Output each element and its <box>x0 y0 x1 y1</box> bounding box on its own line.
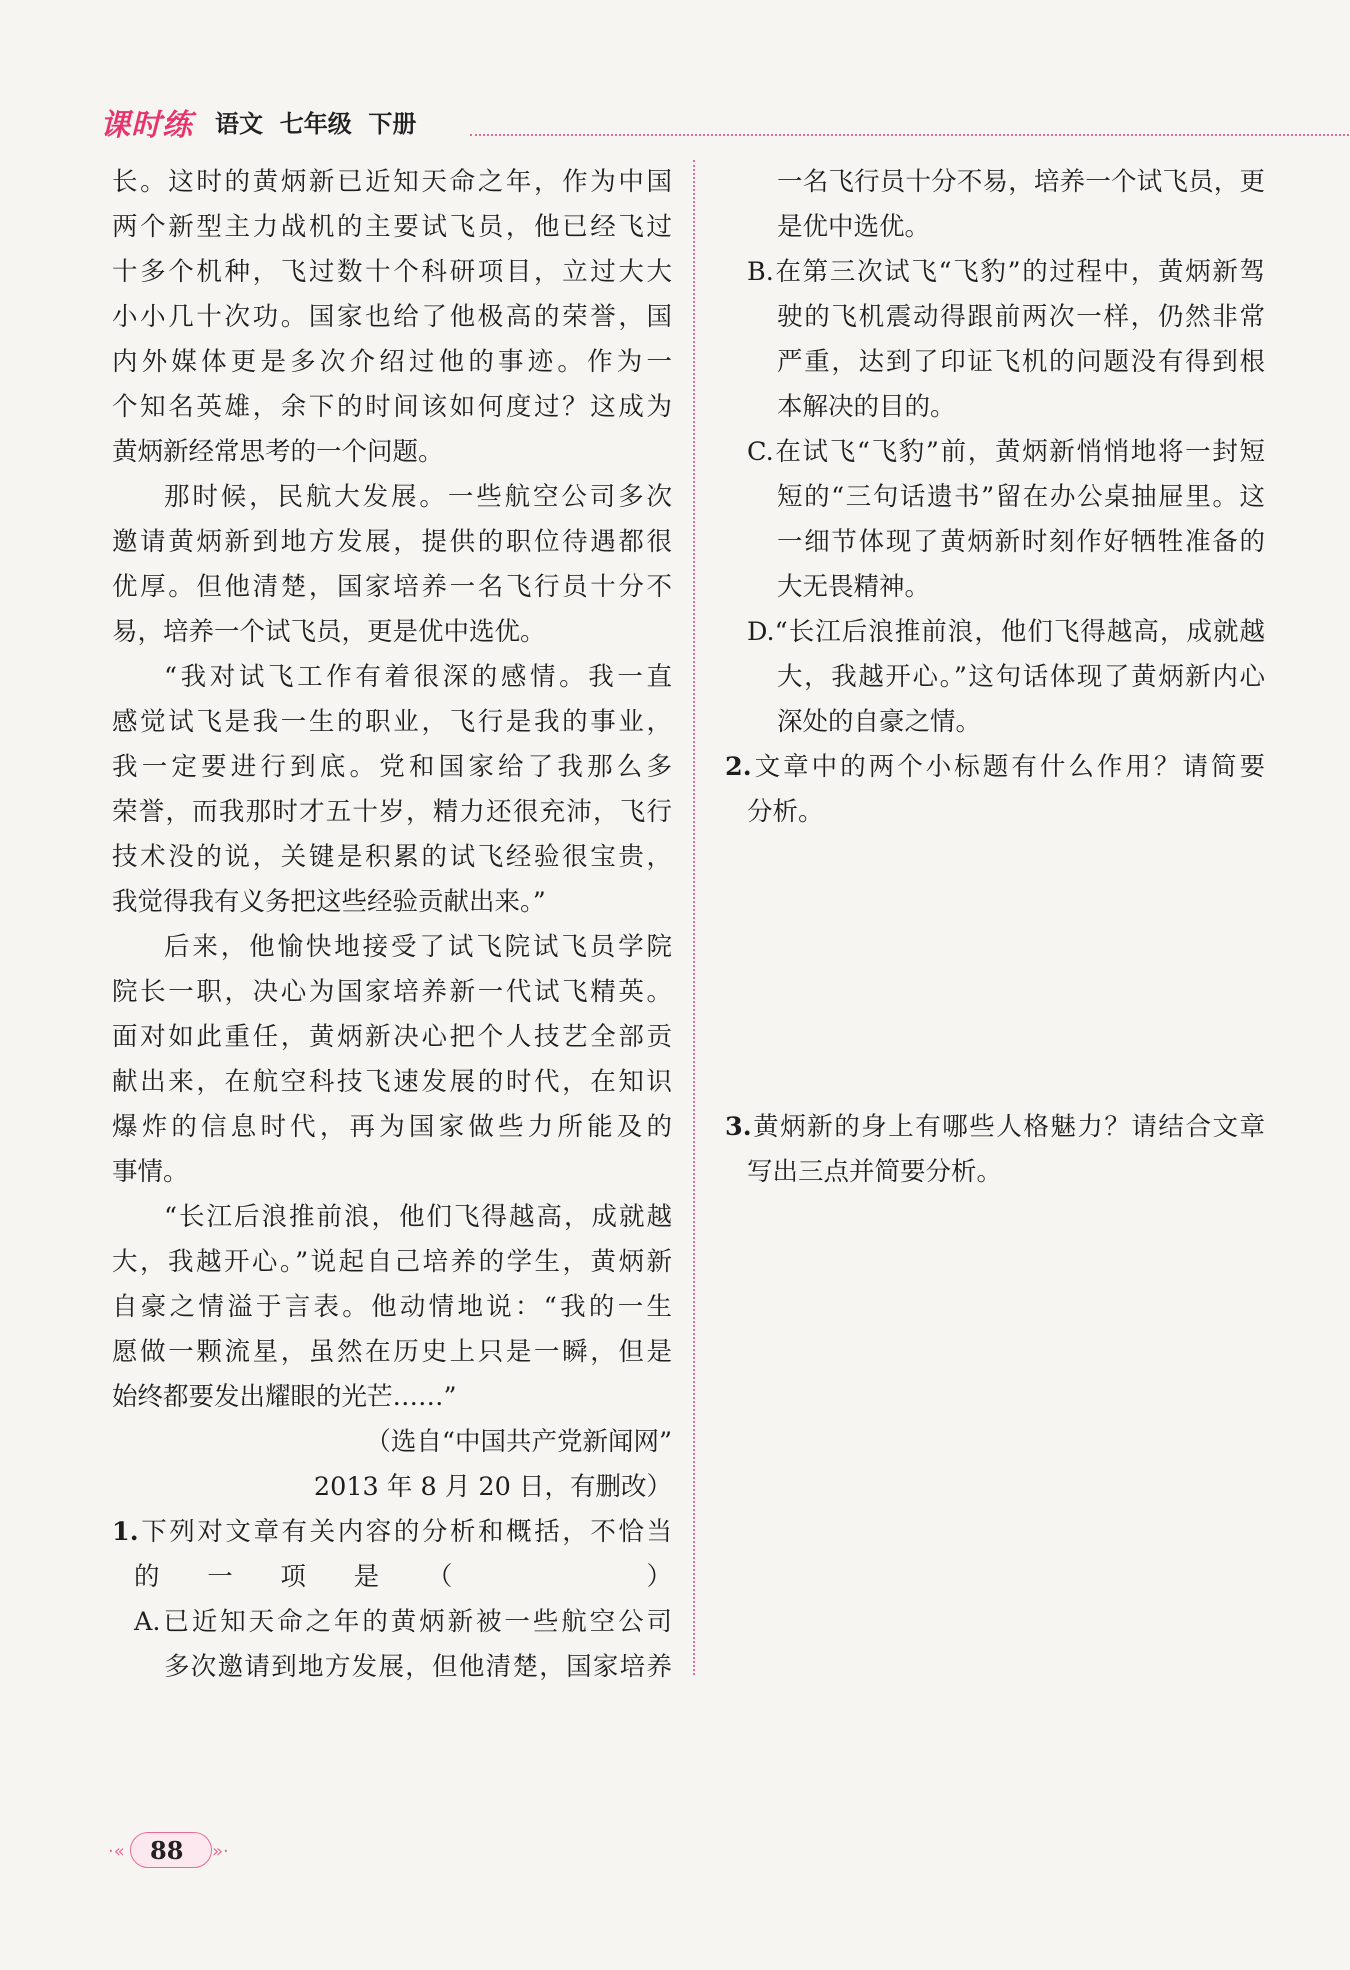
subject-title: 语文 七年级 下册 <box>215 110 417 138</box>
question-2-line2: 分析。 <box>747 797 824 827</box>
question-1-line2 <box>112 1555 672 1600</box>
text-line: 愿做一颗流星，虽然在历史上只是一瞬，但是 <box>112 1337 672 1367</box>
answer-space-q2[interactable] <box>725 835 1265 1105</box>
text-line: 内外媒体更是多次介绍过他的事迹。作为一 <box>112 347 672 377</box>
option-c-cont: 一细节体现了黄炳新时刻作好牺牲准备的 <box>777 527 1265 557</box>
option-c: C.在试飞“飞豹”前，黄炳新悄悄地将一封短 <box>747 437 1265 467</box>
text-line: 易，培养一个试飞员，更是优中选优。 <box>112 617 546 647</box>
answer-bracket[interactable]: （ ） <box>426 1562 672 1592</box>
paragraph-start: “长江后浪推前浪，他们飞得越高，成就越 <box>164 1202 672 1232</box>
paragraph-start: “我对试飞工作有着很深的感情。我一直 <box>164 662 672 692</box>
paragraph-start: 后来，他愉快地接受了试飞院试飞员学院 <box>164 932 672 962</box>
text-line: 感觉试飞是我一生的职业，飞行是我的事业， <box>112 707 672 737</box>
page-number: 88 <box>150 1836 184 1865</box>
text-line: 黄炳新经常思考的一个问题。 <box>112 437 444 467</box>
option-b: B.在第三次试飞“飞豹”的过程中，黄炳新驾 <box>747 257 1265 287</box>
text-line: 事情。 <box>112 1157 189 1187</box>
text-line: 我觉得我有义务把这些经验贡献出来。” <box>112 887 546 917</box>
text-line: 我一定要进行到底。党和国家给了我那么多 <box>112 752 672 782</box>
text-line: 优厚。但他清楚，国家培养一名飞行员十分不 <box>112 572 672 602</box>
option-a: A.已近知天命之年的黄炳新被一些航空公司 <box>134 1607 672 1637</box>
header-divider <box>470 134 1350 136</box>
text-line: 院长一职，决心为国家培养新一代试飞精英。 <box>112 977 672 1007</box>
option-c-cont: 短的“三句话遗书”留在办公桌抽屉里。这 <box>777 482 1265 512</box>
text-line: 十多个机种，飞过数十个科研项目，立过大大 <box>112 257 672 287</box>
option-d-cont: 深处的自豪之情。 <box>777 707 982 737</box>
text-line: 始终都要发出耀眼的光芒……” <box>112 1382 457 1412</box>
text-line: 爆炸的信息时代，再为国家做些力所能及的 <box>112 1112 672 1142</box>
option-a-cont: 是优中选优。 <box>777 212 931 242</box>
right-column <box>725 160 1265 1795</box>
option-a-cont: 多次邀请到地方发展，但他清楚，国家培养 <box>164 1652 672 1682</box>
text-line: 个知名英雄，余下的时间该如何度过？这成为 <box>112 392 672 422</box>
option-b-cont: 本解决的目的。 <box>777 392 956 422</box>
option-d-cont: 大，我越开心。”这句话体现了黄炳新内心 <box>777 662 1265 692</box>
question-text: 下列对文章有关内容的分析和概括，不恰当 <box>138 1517 672 1547</box>
text-line: 献出来，在航空科技飞速发展的时代，在知识 <box>112 1067 672 1097</box>
question-2 <box>725 745 1265 790</box>
brand-logo: 课时练 <box>100 108 193 143</box>
answer-space-q3[interactable] <box>725 1195 1265 1795</box>
question-3-line2: 写出三点并简要分析。 <box>747 1157 1003 1187</box>
page-header <box>100 100 1330 142</box>
option-b-cont: 驶的飞机震动得跟前两次一样，仍然非常 <box>777 302 1265 332</box>
left-column <box>112 160 672 1690</box>
text-line: 邀请黄炳新到地方发展，提供的职位待遇都很 <box>112 527 672 557</box>
text-line: 面对如此重任，黄炳新决心把个人技艺全部贡 <box>112 1022 672 1052</box>
option-a-cont: 一名飞行员十分不易，培养一个试飞员，更 <box>777 167 1265 197</box>
question-text: 文章中的两个小标题有什么作用？请简要 <box>751 752 1265 782</box>
text-line: 荣誉，而我那时才五十岁，精力还很充沛，飞行 <box>112 797 672 827</box>
text-line: 两个新型主力战机的主要试飞员，他已经飞过 <box>112 212 672 242</box>
option-d: D.“长江后浪推前浪，他们飞得越高，成就越 <box>747 617 1265 647</box>
decorative-dots: »· <box>212 1841 229 1862</box>
paragraph-start: 那时候，民航大发展。一些航空公司多次 <box>164 482 672 512</box>
question-text: 的一项是 <box>134 1562 427 1592</box>
text-line: 大，我越开心。”说起自己培养的学生，黄炳新 <box>112 1247 672 1277</box>
option-b-cont: 严重，达到了印证飞机的问题没有得到根 <box>777 347 1265 377</box>
decorative-dots: ·« <box>108 1841 125 1862</box>
question-number: 3. <box>725 1112 752 1142</box>
question-1 <box>112 1510 672 1555</box>
column-divider <box>693 160 695 1675</box>
text-line: 小小几十次功。国家也给了他极高的荣誉，国 <box>112 302 672 332</box>
source-date: 2013 年 8 月 20 日，有删改） <box>313 1472 672 1502</box>
option-c-cont: 大无畏精神。 <box>777 572 931 602</box>
text-line: 长。这时的黄炳新已近知天命之年，作为中国 <box>112 167 672 197</box>
question-number: 2. <box>725 752 752 782</box>
source-citation: （选自“中国共产党新闻网” <box>365 1427 672 1457</box>
question-text: 黄炳新的身上有哪些人格魅力？请结合文章 <box>751 1112 1265 1142</box>
question-number: 1. <box>112 1517 139 1547</box>
text-line: 自豪之情溢于言表。他动情地说：“我的一生 <box>112 1292 672 1322</box>
question-3 <box>725 1105 1265 1150</box>
text-line: 技术没的说，关键是积累的试飞经验很宝贵， <box>112 842 672 872</box>
